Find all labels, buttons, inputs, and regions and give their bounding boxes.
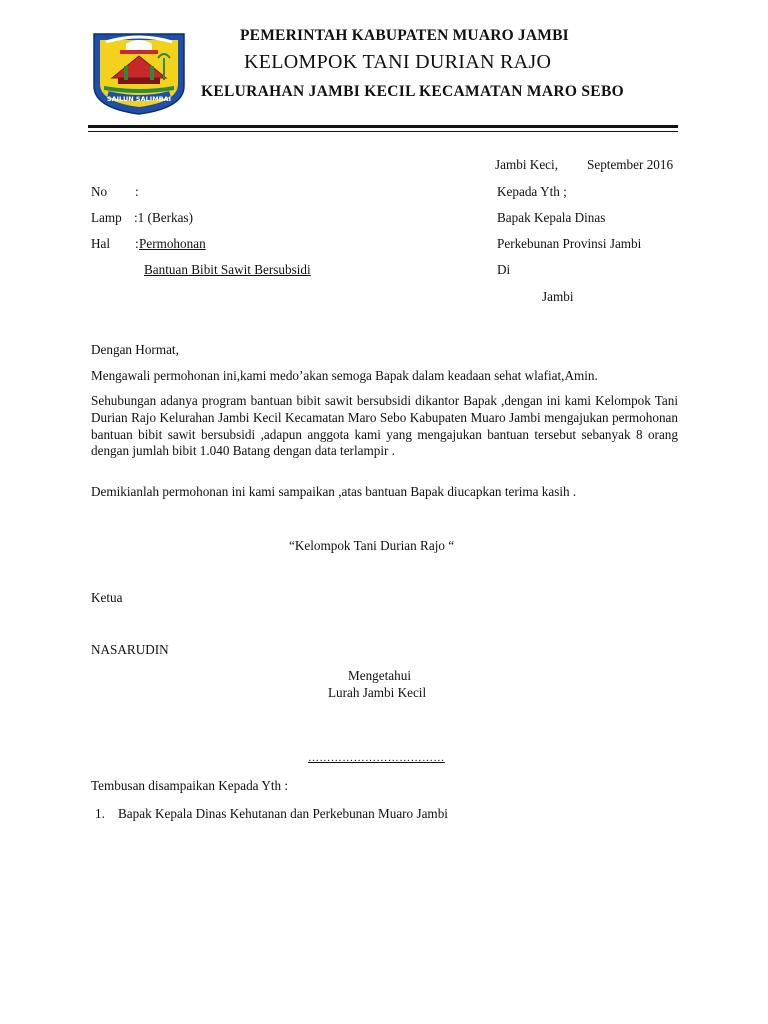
cc-heading: Tembusan disampaikan Kepada Yth : [91,778,289,793]
acknowledge-label: Mengetahui [348,668,411,683]
meta-hal-subject: Bantuan Bibit Sawit Bersubsidi [144,262,311,277]
paragraph-main: Sehubungan adanya program bantuan bibit sawit bersubsidi dikantor Bapak ,dengan ini kami Kelompok Tani Durian Rajo Kelurahan Jambi Kecil Kecamatan Maro Sebo Kabupaten Muaro Jambi mengajukan permohonan bantuan bibit sawit bersubsidi ,adapun anggota kami yang mengajukan bantuan tersebut sebanyak 8 orang dengan jumlah bibit 1.040 Batang dengan data terlampir . [91,393,678,459]
closing-group-name: “Kelompok Tani Durian Rajo “ [289,538,455,553]
meta-hal-value: Permohonan [139,236,206,251]
date-place: Jambi Keci, [495,157,558,172]
recipient-line-2: Bapak Kepala Dinas [497,210,606,225]
meta-lamp-label: Lamp [91,210,122,225]
logo-motto: SAILUN SALIMBAI [106,95,172,103]
recipient-line-3: Perkebunan Provinsi Jambi [497,236,642,251]
cc-item-number: 1. [95,806,105,821]
paragraph-closing: Demikianlah permohonan ini kami sampaikan ,atas bantuan Bapak diucapkan terima kasih . [91,484,577,499]
letterhead-government: PEMERINTAH KABUPATEN MUARO JAMBI [240,27,569,44]
cc-item-text: Bapak Kepala Dinas Kehutanan dan Perkebunan Muaro Jambi [118,806,448,821]
date-month-year: September 2016 [587,157,674,172]
meta-hal-label: Hal [91,236,111,251]
recipient-line-5: Jambi [542,289,574,304]
letterhead-group-name: KELOMPOK TANI DURIAN RAJO [244,51,552,73]
recipient-line-1: Kepada Yth ; [497,184,567,199]
meta-no-label: No [91,184,108,199]
closing-role: Ketua [91,590,123,605]
closing-name: NASARUDIN [91,642,169,657]
greeting: Dengan Hormat, [91,342,179,357]
meta-no-separator: : [135,184,139,199]
letterhead-rule-thick [88,125,678,128]
signature-line: ……………………………… [308,752,445,764]
recipient-line-4: Di [497,262,511,277]
letterhead-address: KELURAHAN JAMBI KECIL KECAMATAN MARO SEBO [201,83,624,100]
meta-lamp-value: :1 (Berkas) [134,210,193,225]
regency-logo [90,28,188,116]
letterhead-rule-thin [88,131,678,132]
meta-hal-separator: : [135,236,139,251]
acknowledge-role: Lurah Jambi Kecil [328,685,427,700]
paragraph-opening: Mengawali permohonan ini,kami medo’akan semoga Bapak dalam keadaan sehat wlafiat,Amin. [91,368,598,383]
